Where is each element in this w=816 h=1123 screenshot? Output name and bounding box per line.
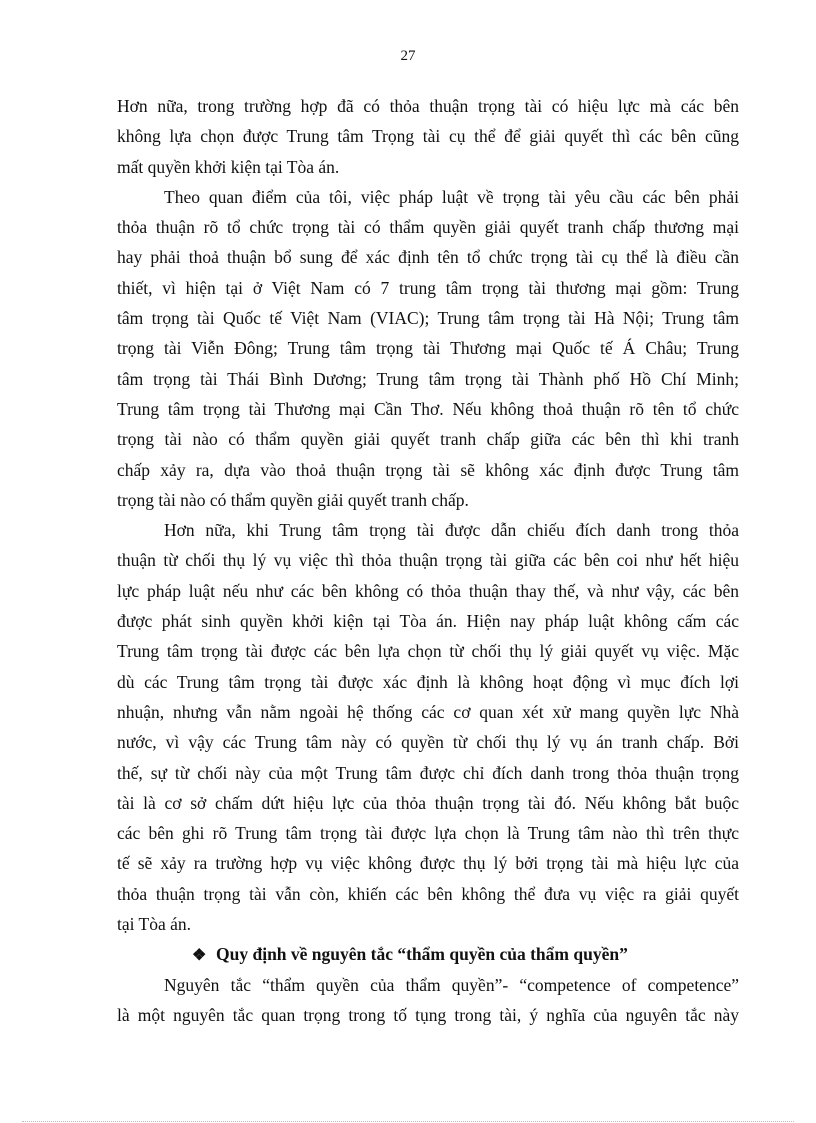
paragraph-3 — [117, 515, 739, 939]
text-line: tâm trọng tài Thái Bình Dương; Trung tâm trọng tài Thành phố Hồ Chí Minh; — [117, 368, 739, 389]
document-body — [117, 91, 739, 1030]
text-line: nước, vì vậy các Trung tâm này có quyền từ chối thụ lý vụ án tranh chấp. Bởi — [117, 732, 739, 753]
text-line: tế sẽ xảy ra trường hợp vụ việc không được thụ lý bởi trọng tài mà hiệu lực của — [117, 853, 739, 874]
text-line: lực pháp luật nếu như các bên không có thỏa thuận thay thế, và như vậy, các bên — [117, 580, 739, 601]
text-line: Trung tâm trọng tài Thương mại Cần Thơ. Nếu không thoả thuận rõ tên tổ chức — [117, 398, 739, 419]
text-line: các bên ghi rõ Trung tâm trọng tài được lựa chọn là Trung tâm nào thì trên thực — [117, 823, 739, 844]
page-number: 27 — [400, 48, 416, 64]
text-line: nhuận, nhưng vẫn nằm ngoài hệ thống các cơ quan xét xử mang quyền lực Nhà — [117, 701, 739, 722]
text-line: tâm trọng tài Quốc tế Việt Nam (VIAC); Trung tâm trọng tài Hà Nội; Trung tâm — [117, 308, 739, 329]
paragraph-4 — [117, 970, 739, 1031]
text-line: tại Tòa án. — [117, 914, 192, 935]
text-line: Hơn nữa, trong trường hợp đã có thỏa thuận trọng tài có hiệu lực mà các bên — [117, 96, 739, 116]
text-line: hay phải thoả thuận bổ sung để xác định tên tổ chức trọng tài cụ thể là điều cần — [117, 247, 739, 268]
text-line: Hơn nữa, khi Trung tâm trọng tài được dẫn chiếu đích danh trong thỏa — [164, 520, 739, 541]
text-line: chấp xảy ra, dựa vào thoả thuận trọng tài sẽ không xác định được Trung tâm — [117, 459, 739, 480]
section-heading-text: Quy định về nguyên tắc “thẩm quyền của thẩm quyền” — [216, 944, 628, 965]
text-line: Theo quan điểm của tôi, việc pháp luật về trọng tài yêu cầu các bên phải — [164, 186, 739, 207]
text-line: thỏa thuận rõ tổ chức trọng tài có thẩm quyền giải quyết tranh chấp thương mại — [117, 217, 739, 238]
text-line: trọng tài Viễn Đông; Trung tâm trọng tài Thương mại Quốc tế Á Châu; Trung — [117, 338, 739, 359]
text-line: Nguyên tắc “thẩm quyền của thẩm quyền”- “competence of competence” — [164, 974, 739, 995]
text-line: dù các Trung tâm trọng tài được xác định là không hoạt động vì mục đích lợi — [117, 671, 739, 692]
diamond-bullet-icon: ❖ — [192, 947, 207, 965]
paragraph-1 — [117, 91, 739, 182]
text-line: thỏa thuận trọng tài vẫn còn, khiến các bên không thể đưa vụ việc ra giải quyết — [117, 883, 739, 904]
text-line: được phát sinh quyền khởi kiện tại Tòa án. Hiện nay pháp luật không cấm các — [117, 611, 739, 632]
text-line: là một nguyên tắc quan trọng trong tố tụng trong tài, ý nghĩa của nguyên tắc này — [117, 1004, 739, 1025]
text-line: thuận từ chối thụ lý vụ việc thì thỏa thuận trọng tài giữa các bên coi như hết hiệu — [117, 550, 739, 571]
text-line: Trung tâm trọng tài được các bên lựa chọn từ chối thụ lý giải quyết vụ việc. Mặc — [117, 641, 739, 662]
text-line: mất quyền khởi kiện tại Tòa án. — [117, 156, 340, 177]
text-line: không lựa chọn được Trung tâm Trọng tài cụ thể để giải quyết thì các bên cũng — [117, 126, 739, 147]
text-line: tài là cơ sở chấm dứt hiệu lực của thỏa thuận trọng tài đó. Nếu không bắt buộc — [117, 792, 739, 813]
page-bottom-divider — [22, 1121, 794, 1122]
section-heading — [117, 939, 739, 969]
text-line: trọng tài nào có thẩm quyền giải quyết tranh chấp giữa các bên thì khi tranh — [117, 429, 739, 450]
paragraph-2 — [117, 182, 739, 515]
text-line: thế, sự từ chối này của một Trung tâm được chỉ đích danh trong thỏa thuận trọng — [117, 762, 739, 783]
text-line: thiết, vì hiện tại ở Việt Nam có 7 trung tâm trọng tài thương mại gồm: Trung — [117, 277, 739, 298]
text-line: trọng tài nào có thẩm quyền giải quyết tranh chấp. — [117, 489, 469, 510]
